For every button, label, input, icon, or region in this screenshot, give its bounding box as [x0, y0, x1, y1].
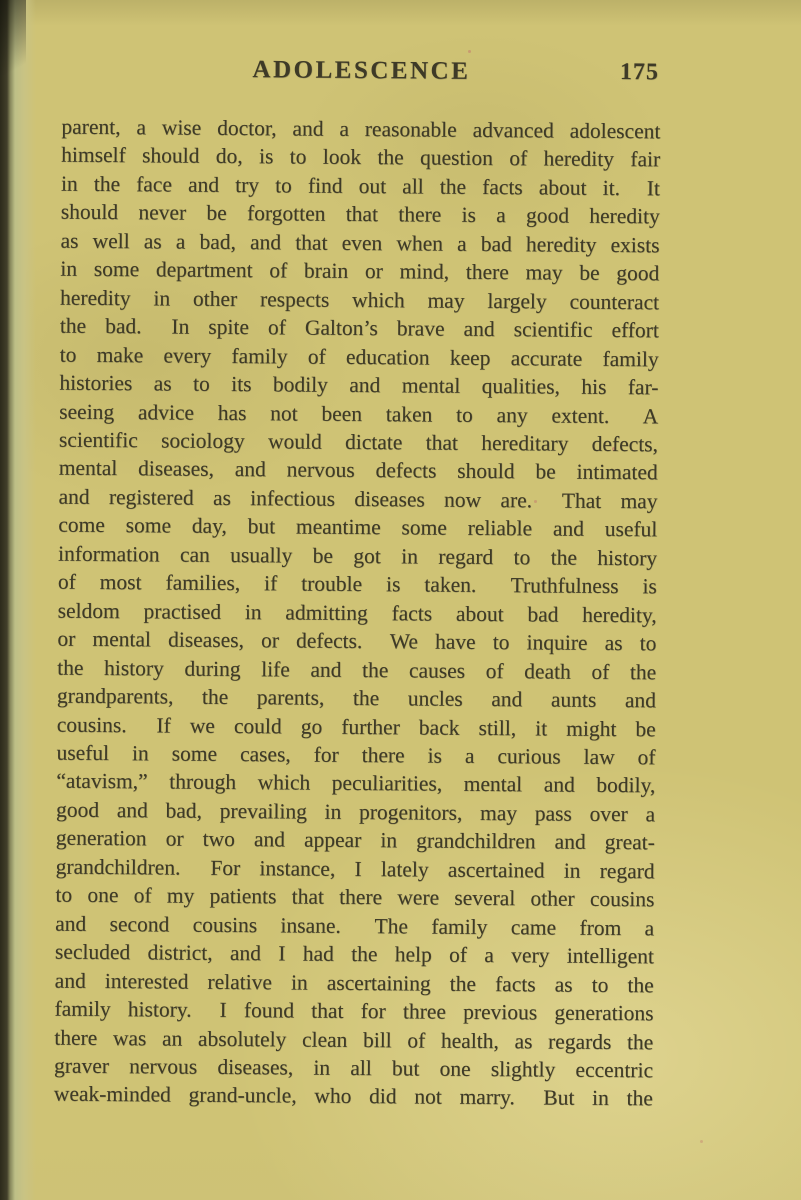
body-text-line: seldom practised in admitting facts about bad heredity, — [57, 598, 657, 628]
body-text-line: should never be forgotten that there is a good heredity — [60, 200, 660, 229]
body-text-line: in some department of brain or mind, there may be good — [60, 256, 660, 286]
body-text-line: cousins. If we could go further back still, it might be — [56, 712, 656, 741]
body-text-line: useful in some cases, for there is a curious law of — [56, 740, 656, 770]
body-text-line: grandparents, the parents, the uncles and aunts and — [56, 683, 657, 713]
body-text-line: the bad. In spite of Galton’s brave and scientific effort — [59, 313, 659, 343]
body-text-line: as well as a bad, and that even when a bad heredity exists — [60, 228, 660, 258]
body-text-line: parent, a wise doctor, and a reasonable advanced adolescent — [61, 114, 661, 144]
body-text-line: to one of my patients that there were several other cousins — [55, 882, 655, 912]
running-header-title: ADOLESCENCE — [252, 56, 471, 85]
body-text-line: heredity in other respects which may largely counteract — [60, 285, 660, 315]
body-paragraph — [54, 113, 661, 1114]
body-text-line: and interested relative in ascertaining the facts as to the — [54, 968, 654, 997]
body-text-line: graver nervous diseases, in all but one slightly eccentric — [53, 1053, 654, 1083]
body-text-line: information can usually be got in regard to the history — [57, 541, 658, 571]
body-text-line: come some day, but meantime some reliable and useful — [58, 512, 658, 542]
foxing-speck — [468, 50, 471, 53]
body-text-line: “atavism,” through which peculiarities, mental and bodily, — [56, 769, 656, 798]
body-text-line: to make every family of education keep accurate family — [59, 342, 659, 371]
body-text-line: family history. I found that for three previous generations — [54, 996, 654, 1026]
body-text-line: in the face and try to find out all the facts about it. It — [60, 171, 661, 201]
body-text-line: secluded district, and I had the help of a very intelligent — [54, 939, 655, 969]
body-text-line: weak-minded grand-uncle, who did not marry. But in the — [53, 1082, 653, 1111]
body-text-line: mental diseases, and nervous defects should be intimated — [58, 456, 658, 485]
body-text-line: there was an absolutely clean bill of health, as regards the — [54, 1025, 654, 1054]
body-text-line: and second cousins insane. The family came from a — [55, 911, 655, 941]
body-text-line: generation or two and appear in grandchildren and great- — [55, 825, 655, 855]
body-text-line: scientific sociology would dictate that hereditary defects, — [58, 427, 659, 457]
body-text-line: seeing advice has not been taken to any extent. A — [59, 399, 659, 428]
scan-gutter-edge — [0, 0, 36, 1200]
foxing-speck — [700, 1140, 703, 1143]
body-text-line: the history during life and the causes of death of the — [57, 655, 657, 684]
scan-gutter-corner-shadow — [0, 0, 26, 90]
body-text-line: of most families, if trouble is taken. Truthfulness is — [57, 569, 657, 599]
body-text-line: grandchildren. For instance, I lately ascertained in regard — [55, 854, 655, 884]
running-header — [62, 55, 661, 86]
body-text-line: himself should do, is to look the question of heredity fair — [61, 143, 661, 172]
body-text-line: and registered as infectious diseases now are. That may — [58, 484, 658, 514]
page-content — [54, 55, 661, 1114]
body-text-line: histories as to its bodily and mental qualities, his far- — [59, 370, 659, 400]
body-text-line: good and bad, prevailing in progenitors, may pass over a — [55, 797, 656, 827]
body-text-line: or mental diseases, or defects. We have to inquire as to — [57, 626, 657, 656]
page-number: 175 — [619, 59, 659, 86]
